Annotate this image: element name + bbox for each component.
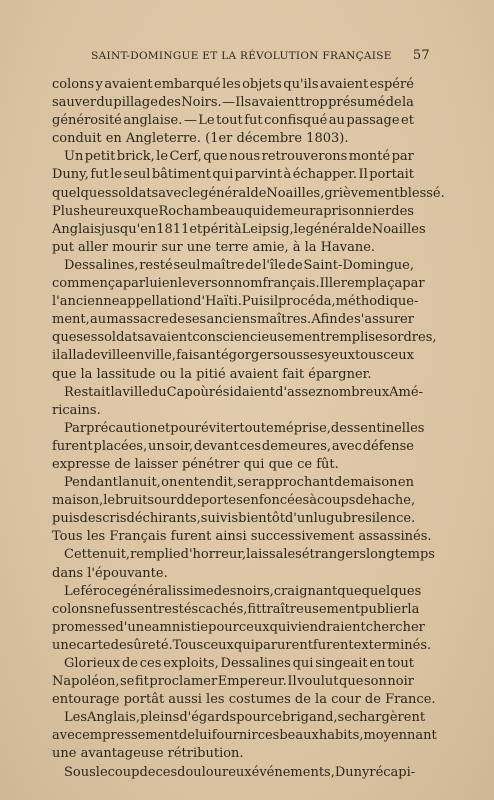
text-line: Restait la ville du Cap où résidaient d'assez nombreux Amé- [64,384,423,400]
text-line: colons ne fussent restés cachés, fit traîtreusement publier la [52,601,420,617]
text-line: Sous le coup de ces douloureux événements, Duny récapi- [64,764,416,780]
text-line: que ses soldats avaient consciencieusement rempli ses ordres, [52,330,437,346]
text-line: quelques soldats avec le général de Noailles, grièvement blessé. [52,185,445,201]
text-line: entourage portât aussi les costumes de la cour de France. [52,692,436,708]
running-title: SAINT-DOMINGUE ET LA RÉVOLUTION FRANÇAISE [91,50,392,62]
text-line: une carte de sûreté. Tous ceux qui parurent furent exterminés. [52,637,432,653]
text-line: Plus heureux que Rochambeau qui demeura prisonnier des [52,203,414,219]
text-line: Les Anglais, pleins d'égards pour ce brigand, se chargèrent [64,710,426,726]
text-line: il alla de ville en ville, faisant égorger sous ses yeux tous ceux [52,348,414,364]
text-line: Napoléon, se fit proclamer Empereur. Il voulut que son noir [52,674,414,690]
text-line: dans l'épouvante. [52,565,168,581]
text-line: Un petit brick, le Cerf, que nous retrouverons monté par [64,149,414,165]
text-line: ment, au massacre de ses anciens maîtres. Afin de s'assurer [52,312,414,328]
text-line: Anglais jusqu'en 1811 et périt à Leipsig, le général de Noailles [52,221,426,237]
text-line: une avantageuse rétribution. [52,746,244,762]
page-number: 57 [412,48,430,63]
text-line: expresse de laisser pénétrer qui que ce fût. [52,456,339,472]
text-line: maison, le bruit sourd de portes enfoncées à coups de hache, [52,493,416,509]
text-line: Pendant la nuit, on entendit, se rapprochant de maison en [64,475,414,491]
running-header [70,48,430,63]
text-line: put aller mourir sur une terre amie, à la Havane. [52,239,376,255]
text-line: Par précaution et pour éviter toute méprise, des sentinelles [64,420,425,436]
text-line: commença par lui enlever son nom français. Il le remplaça par [52,276,425,292]
text-line: ricains. [52,402,101,418]
text-line: Le féroce généralissime des noirs, craignant que quelques [64,583,422,599]
text-line: l'ancienne appellation d'Haïti. Puis il procéda, méthodique- [52,294,419,310]
text-line: furent placées, un soir, devant ces demeures, avec défense [52,438,414,454]
text-line: Dessalines, resté seul maître de l'île de Saint-Domingue, [64,257,414,273]
text-line: promesse d'une amnistie pour ceux qui viendraient chercher [52,619,425,635]
text-line: générosité anglaise. — Le tout fut confisqué au passage et [52,113,414,129]
text-line: Tous les Français furent ainsi successivement assassinés. [52,529,432,545]
text-line: que la lassitude ou la pitié avaient fait épargner. [52,366,372,382]
text-line: avec empressement de lui fournir ces beaux habits, moyennant [52,728,437,744]
body-text [52,76,445,782]
text-line: Cette nuit, remplie d'horreur, laissa les étrangers longtemps [64,547,435,563]
text-line: Glorieux de ces exploits, Dessalines qui singeait en tout [64,656,414,671]
text-line: conduit en Angleterre. (1er décembre 1803). [52,131,349,147]
text-line: puis des cris déchirants, suivis bientôt d'un lugubre silence. [52,511,416,527]
text-line: Duny, fut le seul bâtiment qui parvint à échapper. Il portait [52,167,414,183]
text-line: sauver du pillage des Noirs. — Ils avaient trop présumé de la [52,95,414,111]
text-line: colons y avaient embarqué les objets qu'ils avaient espéré [52,77,414,92]
